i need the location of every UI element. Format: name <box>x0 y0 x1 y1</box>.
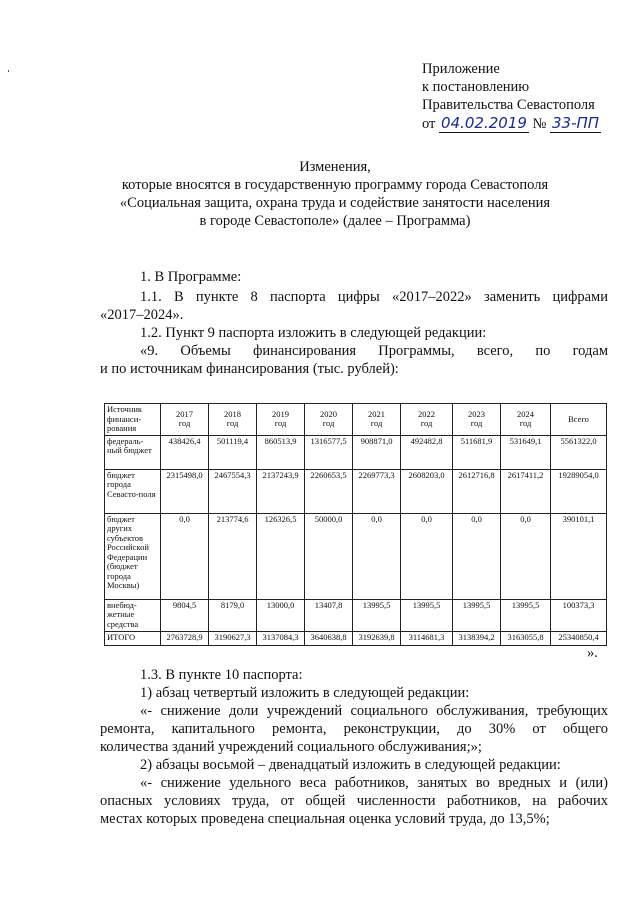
para-5: 1.3. В пункте 10 паспорта: <box>140 667 303 683</box>
para-7c: количества зданий учреждений социального обслуживания;»; <box>100 739 482 755</box>
header-source: Источник финанси-рования <box>105 404 161 436</box>
table-cell: 2612716,8 <box>453 469 501 513</box>
year-label: 2024 <box>517 408 534 419</box>
para-8: 2) абзацы восьмой – двенадцатый изложить в следующей редакции: <box>140 757 561 773</box>
para-4a: «9. Объемы финансирования Программы, всего, по годам <box>140 343 608 359</box>
table-cell: 531649,1 <box>501 435 551 469</box>
table-cell: 5561322,0 <box>551 435 607 469</box>
table-row-total <box>105 631 607 645</box>
table-row <box>105 435 607 469</box>
margin-mark <box>8 70 9 72</box>
table-cell: 13995,5 <box>501 599 551 631</box>
year-label: 2022 <box>418 408 435 419</box>
para-2b: «2017–2024». <box>100 307 184 323</box>
table-cell: 3137084,3 <box>257 631 305 645</box>
para-4b: и по источникам финансирования (тыс. рублей): <box>100 361 399 377</box>
year-unit: год <box>519 418 532 429</box>
header-year <box>209 404 257 436</box>
table-cell: 3640638,8 <box>305 631 353 645</box>
table-cell: 2260653,5 <box>305 469 353 513</box>
year-unit: год <box>226 418 239 429</box>
year-unit: год <box>274 418 287 429</box>
appendix-from: от <box>422 116 436 132</box>
row-label: бюджет города Севасто-поля <box>105 469 161 513</box>
table-cell: 100373,3 <box>551 599 607 631</box>
table-row <box>105 513 607 599</box>
table-cell: 492482,8 <box>401 435 453 469</box>
table-header-row <box>105 404 607 436</box>
title-line4: в городе Севастополе» (далее – Программа) <box>199 213 471 229</box>
table-cell: 908871,0 <box>353 435 401 469</box>
table-cell: 2467554,3 <box>209 469 257 513</box>
table-cell: 0,0 <box>353 513 401 599</box>
appendix-num-sign: № <box>532 116 547 132</box>
appendix-number: 33-ПП <box>552 114 600 132</box>
table-cell: 13407,8 <box>305 599 353 631</box>
header-year <box>161 404 209 436</box>
year-label: 2019 <box>272 408 289 419</box>
table-cell: 25340850,4 <box>551 631 607 645</box>
appendix-date: 04.02.2019 <box>441 114 527 132</box>
year-label: 2018 <box>224 408 241 419</box>
table-cell: 126326,5 <box>257 513 305 599</box>
table-cell: 390101,1 <box>551 513 607 599</box>
header-year <box>401 404 453 436</box>
table-cell: 13000,0 <box>257 599 305 631</box>
year-unit: год <box>470 418 483 429</box>
para-9c: местах которых проведена специальная оценка условий труда, до 13,5%; <box>100 811 550 827</box>
appendix-line1: Приложение <box>422 61 500 77</box>
title-line3: «Социальная защита, охрана труда и содействие занятости населения <box>119 195 551 211</box>
year-label: 2021 <box>368 408 385 419</box>
table-cell: 0,0 <box>401 513 453 599</box>
table-cell: 3138394,2 <box>453 631 501 645</box>
para-7a: «- снижение доли учреждений социального обслуживания, требующих <box>140 703 608 719</box>
row-label: бюджет других субъектов Российской Федерации (бюджет города Москвы) <box>105 513 161 599</box>
table-cell: 2617411,2 <box>501 469 551 513</box>
year-unit: год <box>178 418 191 429</box>
year-label: 2017 <box>176 408 193 419</box>
document-title <box>100 158 570 230</box>
row-label: ИТОГО <box>105 631 161 645</box>
table-cell: 0,0 <box>161 513 209 599</box>
year-unit: год <box>420 418 433 429</box>
table-cell: 2137243,9 <box>257 469 305 513</box>
table-cell: 2763728,9 <box>161 631 209 645</box>
header-year <box>257 404 305 436</box>
table-cell: 213774,6 <box>209 513 257 599</box>
table-cell: 511681,9 <box>453 435 501 469</box>
table-cell: 860513,9 <box>257 435 305 469</box>
table-cell: 3190627,3 <box>209 631 257 645</box>
para-2a: 1.1. В пункте 8 паспорта цифры «2017–2022» заменить цифрами <box>140 289 608 305</box>
para-7b: ремонта, капитального ремонта, реконструкции, до 30% от общего <box>100 721 608 737</box>
para-1: 1. В Программе: <box>140 269 242 285</box>
table-cell: 0,0 <box>501 513 551 599</box>
para-9b: опасных условиях труда, от общей численности работников, на рабочих <box>100 793 608 809</box>
header-year <box>305 404 353 436</box>
para-6: 1) абзац четвертый изложить в следующей редакции: <box>140 685 470 701</box>
row-label: федераль-ный бюджет <box>105 435 161 469</box>
table-cell: 2315498,0 <box>161 469 209 513</box>
financing-table <box>104 403 607 646</box>
header-total: Всего <box>551 404 607 436</box>
table-cell: 3163055,8 <box>501 631 551 645</box>
table-cell: 13995,5 <box>353 599 401 631</box>
para-9a: «- снижение удельного веса работников, занятых во вредных и (или) <box>140 775 608 791</box>
table-cell: 19289054,0 <box>551 469 607 513</box>
table-cell: 50000,0 <box>305 513 353 599</box>
table-cell: 438426,4 <box>161 435 209 469</box>
table-cell: 501119,4 <box>209 435 257 469</box>
year-label: 2023 <box>468 408 485 419</box>
year-unit: год <box>370 418 383 429</box>
table-cell: 13995,5 <box>401 599 453 631</box>
table-cell: 3192639,8 <box>353 631 401 645</box>
year-label: 2020 <box>320 408 337 419</box>
table-cell: 2269773,3 <box>353 469 401 513</box>
table-cell: 8179,0 <box>209 599 257 631</box>
closing-quote: ». <box>587 645 598 661</box>
appendix-block <box>422 60 622 133</box>
title-line1: Изменения, <box>299 159 371 175</box>
header-year <box>353 404 401 436</box>
table-row <box>105 599 607 631</box>
para-3: 1.2. Пункт 9 паспорта изложить в следующей редакции: <box>140 325 487 341</box>
year-unit: год <box>322 418 335 429</box>
appendix-line3: Правительства Севастополя <box>422 97 595 113</box>
table-cell: 2608203,0 <box>401 469 453 513</box>
table-cell: 9804,5 <box>161 599 209 631</box>
row-label: внебюд-жетные средства <box>105 599 161 631</box>
header-year <box>453 404 501 436</box>
title-line2: которые вносятся в государственную программу города Севастополя <box>121 177 549 193</box>
table-cell: 1316577,5 <box>305 435 353 469</box>
table-cell: 0,0 <box>453 513 501 599</box>
table-cell: 13995,5 <box>453 599 501 631</box>
appendix-line2: к постановлению <box>422 79 530 95</box>
header-year <box>501 404 551 436</box>
appendix-date-line <box>422 114 622 133</box>
table-cell: 3114681,3 <box>401 631 453 645</box>
table-row <box>105 469 607 513</box>
